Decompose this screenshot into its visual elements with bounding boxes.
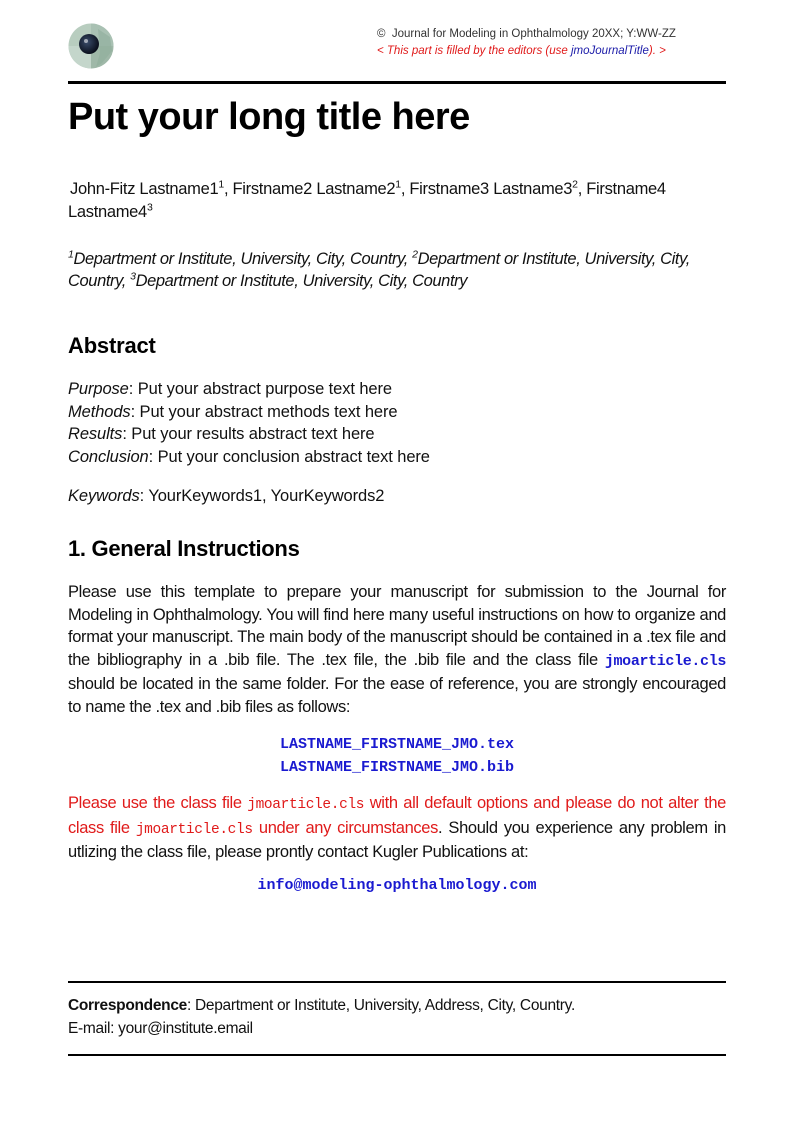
editor-note-command: jmoJournalTitle [571, 45, 649, 57]
footer-rule-bottom [68, 1054, 726, 1056]
correspondence [68, 994, 575, 1040]
correspondence-email: E-mail: your@institute.email [68, 1020, 253, 1037]
journal-eye-logo [68, 23, 114, 69]
author: John-Fitz $Lastname1^1$, [70, 178, 233, 198]
affiliation: $^3$Department or Institute, University, City, Country [130, 270, 468, 290]
abstract-conclusion: Conclusion: Put your conclusion abstract text here [68, 447, 430, 466]
tex-file-name: LASTNAME_FIRSTNAME_JMO.tex [279, 736, 515, 753]
journal-name: Journal for Modeling in Ophthalmology 20XX; Y:WW-ZZ [391, 28, 676, 40]
author-affil-ref: 1 [395, 178, 401, 191]
class-file-name: jmoarticle.cls [604, 652, 726, 670]
footer-rule-top [68, 981, 726, 983]
editor-note-suffix: ). > [648, 45, 666, 57]
abstract-body [68, 378, 430, 468]
editor-note [377, 43, 676, 60]
section-heading: 1. General Instructions [68, 536, 300, 561]
affiliations [68, 248, 728, 292]
instructions-paragraph: Please use this template to prepare your manuscript for submission to the Journal for Modeling in Ophthalmology. You will find here many useful instructions on how to organize and format your manuscript. The main body of the manuscript should be contained in a .tex file and the bibliography in a .bib file. The .tex file, the .bib file and the class file jmoarticle.cls should be located in the same folder. For the ease of reference, you are strongly encouraged to name the .tex and .bib files as follows: [68, 583, 726, 716]
paper-title: Put your long title here [68, 96, 470, 138]
warning-text: Please use the class file jmoarticle.cls with all default options and please do not alter the class file jmoarticle.cls under any circumstances [68, 794, 726, 838]
journal-header [377, 26, 676, 60]
author-list [68, 178, 728, 224]
author-affil-ref: 3 [146, 201, 153, 214]
bib-file-name: LASTNAME_FIRSTNAME_JMO.bib [279, 759, 515, 776]
header-rule [68, 81, 726, 84]
editor-note-prefix: < This part is filled by the editors (use [377, 45, 571, 57]
author: Firstname2 $Lastname2^1$, [232, 178, 410, 198]
affiliation: $^1$Department or Institute, University, City, Country, [68, 248, 413, 268]
author-affil-ref: 2 [572, 178, 578, 191]
journal-citation [377, 26, 676, 43]
author: Firstname3 $Lastname3^2$, [409, 178, 587, 198]
contact-email-link[interactable]: info@modeling-ophthalmology.com [257, 877, 537, 894]
file-name-list [0, 733, 794, 779]
abstract-methods: Methods: Put your abstract methods text here [68, 402, 398, 421]
abstract-results: Results: Put your results abstract text here [68, 425, 375, 444]
affiliation: $^2$Department or Institute, University, City, Country, [68, 248, 690, 290]
copyright-symbol: © [377, 28, 386, 40]
warning-paragraph: Please use the class file jmoarticle.cls with all default options and please do not alter the class file jmoarticle.cls under any circumstances. Should you experience any problem in utlizing the class file, please prontly contact Kugler Publications at: [68, 794, 726, 861]
author: Firstname4 $Lastname4^3$ [68, 180, 666, 221]
abstract-purpose: Purpose: Put your abstract purpose text here [68, 380, 392, 398]
abstract-heading: Abstract [68, 333, 156, 358]
author-affil-ref: 1 [218, 178, 224, 191]
keywords: Keywords: YourKeywords1, YourKeywords2 [68, 487, 385, 505]
correspondence-address: Correspondence: Department or Institute, University, Address, City, Country. [68, 997, 575, 1014]
